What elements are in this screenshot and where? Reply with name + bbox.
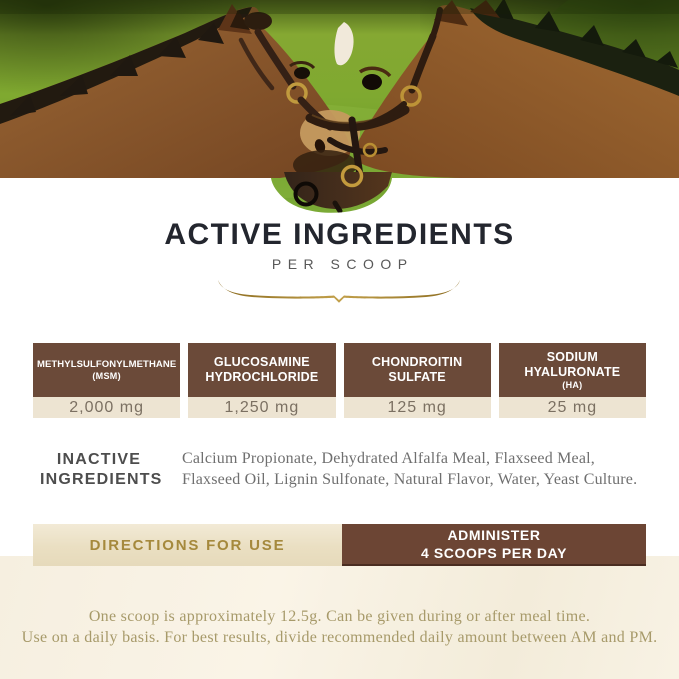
- ingredient-name: CHONDROITIN SULFATE: [371, 355, 463, 384]
- horses-photo-illustration: [0, 0, 679, 215]
- directions-value: [342, 524, 646, 566]
- ingredient-name: METHYLSULFONYLMETHANE: [36, 358, 177, 370]
- directions-label: DIRECTIONS FOR USE: [33, 524, 342, 566]
- inactive-label-line2: INGREDIENTS: [40, 471, 163, 488]
- directions-value-line1: ADMINISTER: [447, 527, 541, 544]
- page-subtitle: PER SCOOP: [271, 256, 414, 272]
- ingredient-amount: 1,250 mg: [188, 397, 335, 418]
- inactive-ingredients-label: [40, 448, 163, 490]
- directions-value-line2: 4 SCOOPS PER DAY: [420, 545, 568, 561]
- usage-note: [0, 607, 679, 648]
- flourish-icon: [216, 278, 463, 304]
- usage-note-line1: One scoop is approximately 12.5g. Can be given during or after meal time.: [88, 608, 591, 625]
- inactive-ingredients-section: [40, 448, 645, 490]
- usage-note-line2: Use on a daily basis. For best results, divide recommended daily amount between AM and PM.: [21, 628, 658, 646]
- ingredient-amount: 125 mg: [344, 397, 491, 418]
- ingredient-card-msm: [33, 343, 180, 418]
- ingredient-card-sodium-hyaluronate: [499, 343, 646, 418]
- ingredient-amount: 2,000 mg: [33, 397, 180, 418]
- page-title: ACTIVE INGREDIENTS: [164, 218, 515, 251]
- hero-photo: [0, 0, 679, 215]
- ingredient-header: [33, 343, 180, 397]
- ingredient-header: [344, 343, 491, 397]
- ingredient-header: [499, 343, 646, 397]
- active-ingredients-table: [33, 343, 646, 418]
- ingredient-amount: 25 mg: [499, 397, 646, 418]
- ingredient-name: GLUCOSAMINE HYDROCHLORIDE: [205, 355, 319, 384]
- ingredient-abbreviation: (HA): [562, 380, 583, 391]
- ingredient-card-chondroitin: [344, 343, 491, 418]
- ingredient-name: SODIUM HYALURONATE: [524, 349, 621, 379]
- ingredient-abbreviation: (MSM): [92, 371, 121, 382]
- ingredient-card-glucosamine: [188, 343, 335, 418]
- directions-bar: [33, 524, 646, 566]
- inactive-ingredients-list: Calcium Propionate, Dehydrated Alfalfa Meal, Flaxseed Meal, Flaxseed Oil, Lignin Sulfonate, Natural Flavor, Water, Yeast Culture.: [182, 450, 638, 488]
- ingredient-header: [188, 343, 335, 397]
- inactive-label-line1: INACTIVE: [56, 451, 142, 468]
- gold-flourish-divider: [216, 278, 463, 304]
